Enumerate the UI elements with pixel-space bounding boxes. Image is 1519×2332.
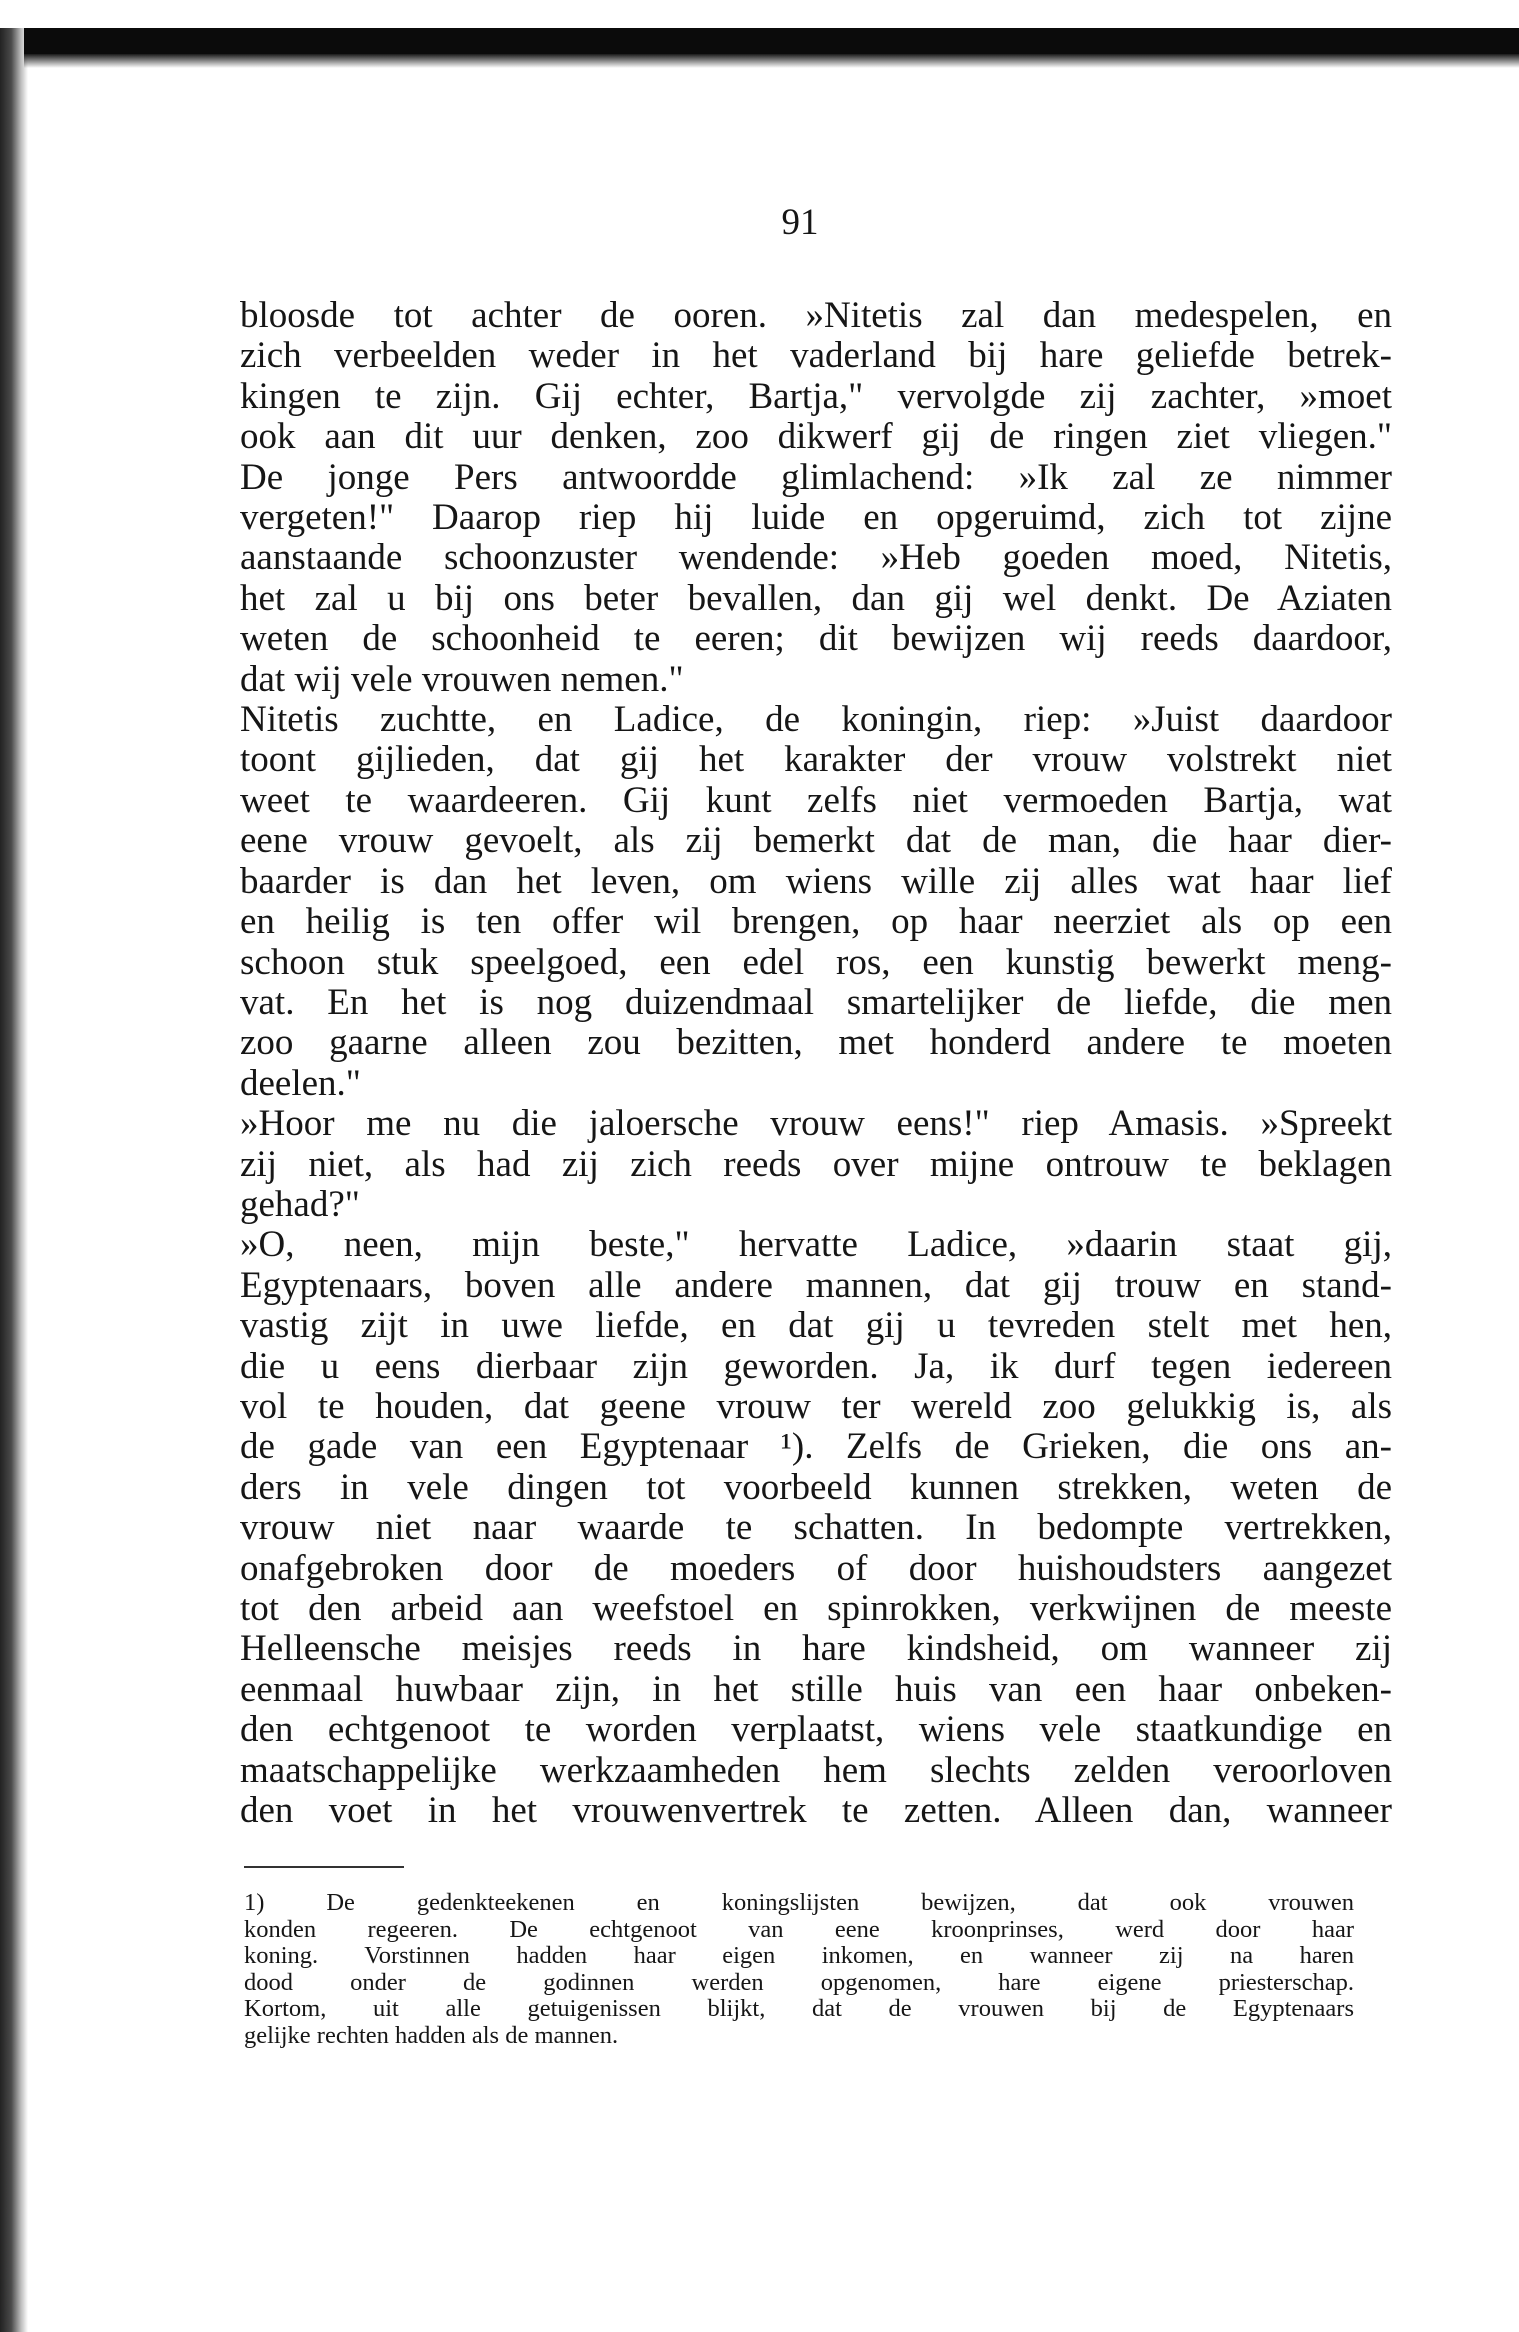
footnote-line: gelijke rechten hadden als de mannen.	[244, 2021, 619, 2049]
page-number: 91	[781, 202, 819, 243]
body-line: den voet in het vrouwenvertrek te zetten. Alleen dan, wanneer	[240, 1790, 1392, 1832]
body-line: bloosde tot achter de ooren. »Nitetis zal dan medespelen, en	[240, 295, 1392, 336]
body-line: vol te houden, dat geene vrouw ter wereld zoo gelukkig is, als	[240, 1385, 1392, 1427]
body-line: vrouw niet naar waarde te schatten. In bedompte vertrekken,	[240, 1507, 1392, 1549]
body-line: Nitetis zuchtte, en Ladice, de koningin, riep: »Juist daardoor	[240, 699, 1392, 741]
body-line: De jonge Pers antwoordde glimlachend: »Ik zal ze nimmer	[240, 456, 1392, 498]
scan-edge-top-shadow	[24, 54, 1519, 68]
body-line: schoon stuk speelgoed, een edel ros, een kunstig bewerkt meng-	[240, 941, 1392, 983]
body-line: Egyptenaars, boven alle andere mannen, dat gij trouw en stand-	[240, 1264, 1392, 1306]
body-line: tot den arbeid aan weefstoel en spinrokken, verkwijnen de meeste	[240, 1588, 1392, 1629]
body-line: onafgebroken door de moeders of door huishoudsters aangezet	[240, 1547, 1392, 1589]
body-line: weet te waardeeren. Gij kunt zelfs niet vermoeden Bartja, wat	[240, 779, 1392, 821]
scan-edge-left	[0, 28, 28, 2332]
footnote-line: dood onder de godinnen werden opgenomen, hare eigene priesterschap.	[244, 1968, 1354, 1996]
body-line: vat. En het is nog duizendmaal smartelijker de liefde, die men	[240, 981, 1392, 1023]
body-line: die u eens dierbaar zijn geworden. Ja, ik durf tegen iedereen	[240, 1345, 1392, 1387]
footnote-line: 1) De gedenkteekenen en koningslijsten bewijzen, dat ook vrouwen	[244, 1889, 1354, 1916]
footnote-line: konden regeeren. De echtgenoot van eene kroonprinses, werd door haar	[244, 1915, 1354, 1943]
body-line: het zal u bij ons beter bevallen, dan gij wel denkt. De Aziaten	[240, 577, 1392, 619]
body-line: kingen te zijn. Gij echter, Bartja," vervolgde zij zachter, »moet	[240, 375, 1392, 417]
scan-edge-top	[24, 28, 1519, 54]
body-line: de gade van een Egyptenaar ¹). Zelfs de Grieken, die ons an-	[240, 1426, 1392, 1468]
body-line: gehad?"	[240, 1183, 360, 1225]
body-line: vastig zijt in uwe liefde, en dat gij u tevreden stelt met hen,	[240, 1305, 1392, 1347]
body-line: weten de schoonheid te eeren; dit bewijzen wij reeds daardoor,	[240, 618, 1392, 660]
body-line: den echtgenoot te worden verplaatst, wiens vele staatkundige en	[240, 1709, 1392, 1751]
body-line: maatschappelijke werkzaamheden hem slechts zelden veroorloven	[240, 1749, 1392, 1791]
body-line: dat wij vele vrouwen nemen."	[240, 658, 684, 700]
body-line: aanstaande schoonzuster wendende: »Heb goeden moed, Nitetis,	[240, 537, 1392, 579]
body-line: baarder is dan het leven, om wiens wille zij alles wat haar lief	[240, 860, 1392, 902]
body-line: eenmaal huwbaar zijn, in het stille huis van een haar onbeken-	[240, 1668, 1392, 1710]
body-text	[240, 296, 1392, 1831]
body-line: »O, neen, mijn beste," hervatte Ladice, »daarin staat gij,	[240, 1224, 1392, 1266]
body-line: zij niet, als had zij zich reeds over mijne ontrouw te beklagen	[240, 1143, 1392, 1185]
body-line: »Hoor me nu die jaloersche vrouw eens!" riep Amasis. »Spreekt	[240, 1103, 1392, 1145]
footnote-line: Kortom, uit alle getuigenissen blijkt, dat de vrouwen bij de Egyptenaars	[244, 1995, 1354, 2022]
body-line: toont gijlieden, dat gij het karakter der vrouw volstrekt niet	[240, 739, 1392, 781]
body-line: eene vrouw gevoelt, als zij bemerkt dat de man, die haar dier-	[240, 820, 1392, 862]
footnote-divider	[244, 1866, 404, 1868]
body-line: Helleensche meisjes reeds in hare kindsheid, om wanneer zij	[240, 1628, 1392, 1670]
footnote-line: koning. Vorstinnen hadden haar eigen inkomen, en wanneer zij na haren	[244, 1942, 1354, 1969]
body-line: zoo gaarne alleen zou bezitten, met honderd andere te moeten	[240, 1022, 1392, 1064]
body-line: zich verbeelden weder in het vaderland bij hare geliefde betrek-	[240, 335, 1392, 377]
body-line: vergeten!" Daarop riep hij luide en opgeruimd, zich tot zijne	[240, 497, 1392, 539]
body-line: en heilig is ten offer wil brengen, op haar neerziet als op een	[240, 901, 1392, 943]
body-line: ders in vele dingen tot voorbeeld kunnen strekken, weten de	[240, 1466, 1392, 1508]
footnote	[244, 1890, 1354, 2049]
body-line: deelen."	[240, 1062, 361, 1104]
body-line: ook aan dit uur denken, zoo dikwerf gij de ringen ziet vliegen."	[240, 416, 1392, 458]
